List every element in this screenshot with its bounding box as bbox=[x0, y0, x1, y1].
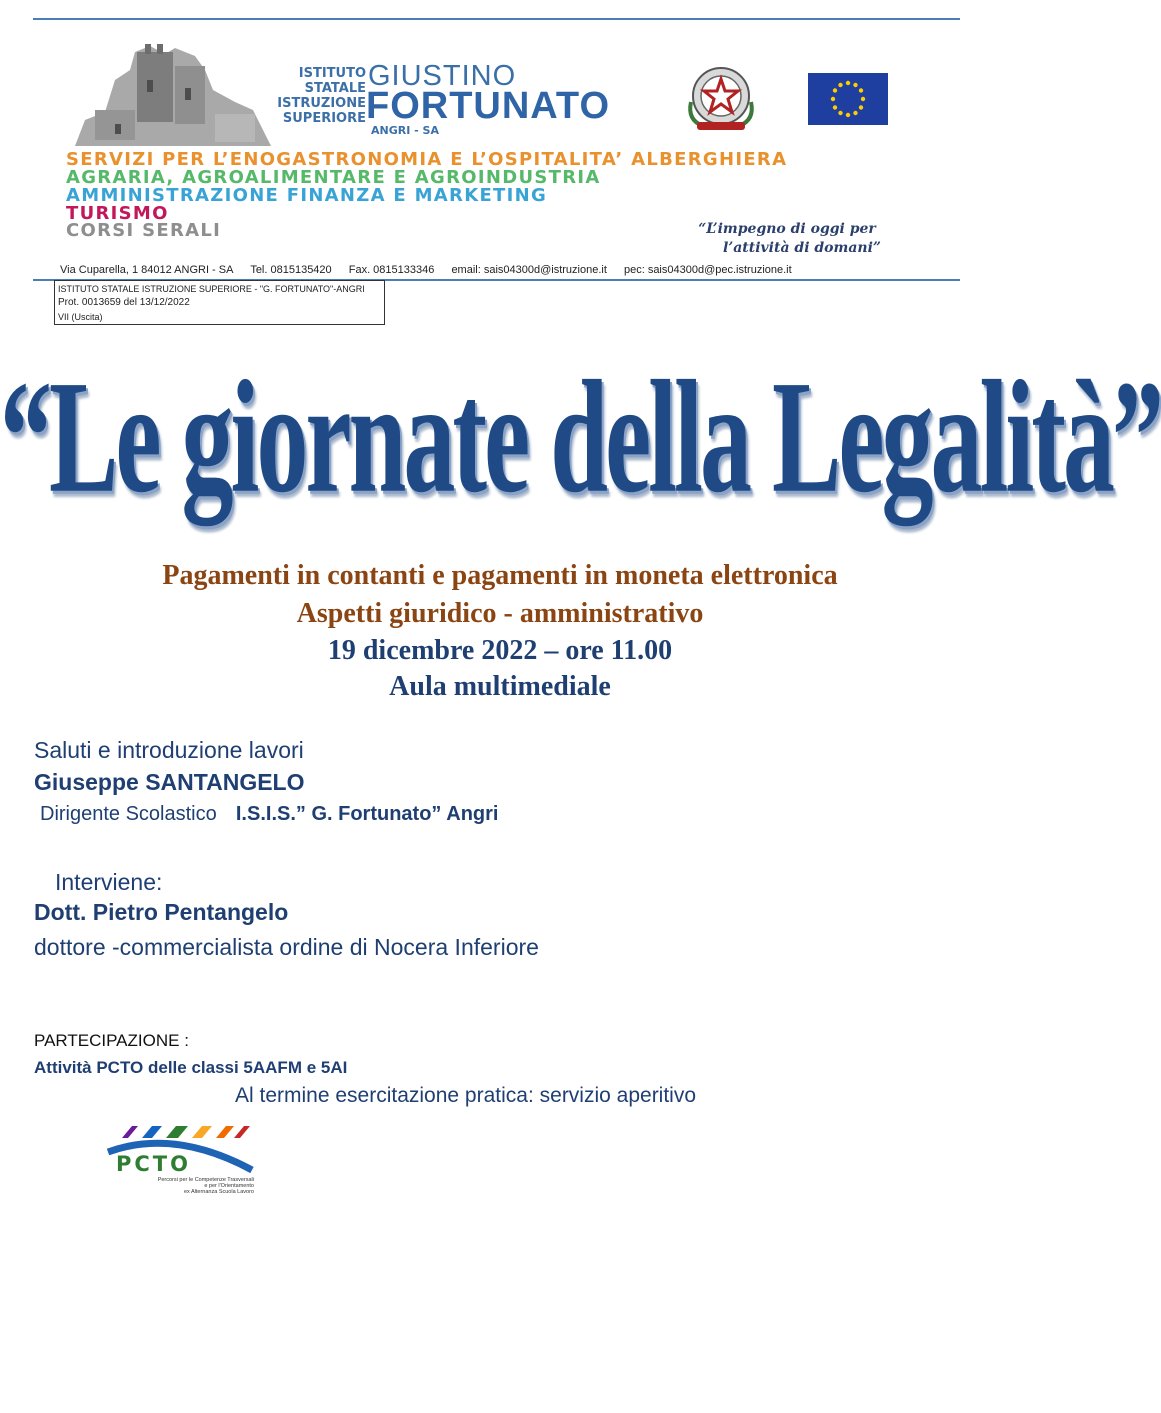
host-role-line bbox=[40, 803, 498, 826]
institute-name-top: GIUSTINO bbox=[368, 60, 517, 92]
speaker-name: Dott. Pietro Pentangelo bbox=[34, 899, 289, 925]
event-subtitle: Pagamenti in contanti e pagamenti in moneta elettronica bbox=[162, 560, 838, 591]
protocol-category: VII (Uscita) bbox=[58, 312, 103, 322]
protocol-stamp bbox=[54, 280, 385, 325]
castle-logo-icon bbox=[75, 40, 271, 146]
course-tourism: TURISMO bbox=[66, 203, 169, 224]
contact-tel: Tel. 0815135420 bbox=[250, 264, 332, 276]
motto-line: l’attività di domani” bbox=[723, 240, 881, 256]
event-datetime: 19 dicembre 2022 – ore 11.00 bbox=[327, 635, 673, 666]
host-role: Dirigente Scolastico bbox=[40, 803, 217, 825]
speaker-label: Interviene: bbox=[55, 869, 163, 895]
host-school: I.S.I.S.” G. Fortunato” Angri bbox=[235, 803, 499, 825]
institute-type-label bbox=[272, 66, 366, 126]
pcto-caption-line: ex Alternanza Scuola Lavoro bbox=[183, 1189, 254, 1195]
contact-email[interactable]: email: sais04300d@istruzione.it bbox=[451, 264, 607, 276]
participation-activity: Attività PCTO delle classi 5AAFM e 5AI bbox=[34, 1058, 348, 1077]
institute-name-main: FORTUNATO bbox=[366, 85, 611, 127]
header-top-rule bbox=[33, 18, 960, 20]
contact-bar bbox=[60, 264, 960, 276]
italian-emblem-icon bbox=[683, 62, 759, 134]
host-name: Giuseppe SANTANGELO bbox=[34, 769, 305, 795]
institute-line: ISTITUTO bbox=[298, 66, 366, 81]
protocol-number: Prot. 0013659 del 13/12/2022 bbox=[58, 297, 190, 308]
eu-flag-icon bbox=[808, 73, 888, 125]
pcto-caption-line: Percorsi per le Competenze Trasversali bbox=[157, 1177, 254, 1183]
course-finance: AMMINISTRAZIONE FINANZA E MARKETING bbox=[66, 185, 548, 206]
institute-line: ISTRUZIONE bbox=[277, 96, 366, 111]
institute-location: ANGRI - SA bbox=[371, 124, 439, 137]
institute-line: STATALE bbox=[304, 81, 366, 96]
contact-fax: Fax. 0815133346 bbox=[348, 264, 435, 276]
contact-address: Via Cuparella, 1 84012 ANGRI - SA bbox=[60, 264, 234, 276]
event-subtitle-secondary: Aspetti giuridico - amministrativo bbox=[296, 598, 704, 629]
course-evening: CORSI SERALI bbox=[66, 220, 222, 241]
contact-pec[interactable]: pec: sais04300d@pec.istruzione.it bbox=[623, 264, 792, 276]
protocol-institute: ISTITUTO STATALE ISTRUZIONE SUPERIORE - "G. FORTUNATO"-ANGRI bbox=[58, 284, 365, 294]
speaker-role: dottore -commercialista ordine di Nocera Inferiore bbox=[34, 934, 539, 960]
event-title: “Le giornate della Legalità” bbox=[0, 348, 1161, 527]
closing-note: Al termine esercitazione pratica: servizio aperitivo bbox=[235, 1084, 697, 1107]
motto-line: “L’impegno di oggi per bbox=[698, 221, 876, 237]
event-venue: Aula multimediale bbox=[389, 671, 611, 702]
participation-label: PARTECIPAZIONE : bbox=[34, 1031, 189, 1050]
pcto-caption bbox=[104, 1177, 254, 1195]
greeting-label: Saluti e introduzione lavori bbox=[34, 737, 304, 763]
course-hospitality: SERVIZI PER L’ENOGASTRONOMIA E L’OSPITALITA’ ALBERGHIERA bbox=[66, 149, 788, 170]
course-agriculture: AGRARIA, AGROALIMENTARE E AGROINDUSTRIA bbox=[66, 167, 601, 188]
institute-line: SUPERIORE bbox=[282, 111, 366, 126]
institute-motto bbox=[662, 220, 912, 258]
pcto-acronym: PCTO bbox=[116, 1152, 191, 1176]
pcto-logo bbox=[104, 1124, 256, 1198]
pcto-caption-line: e per l'Orientamento bbox=[204, 1183, 254, 1189]
